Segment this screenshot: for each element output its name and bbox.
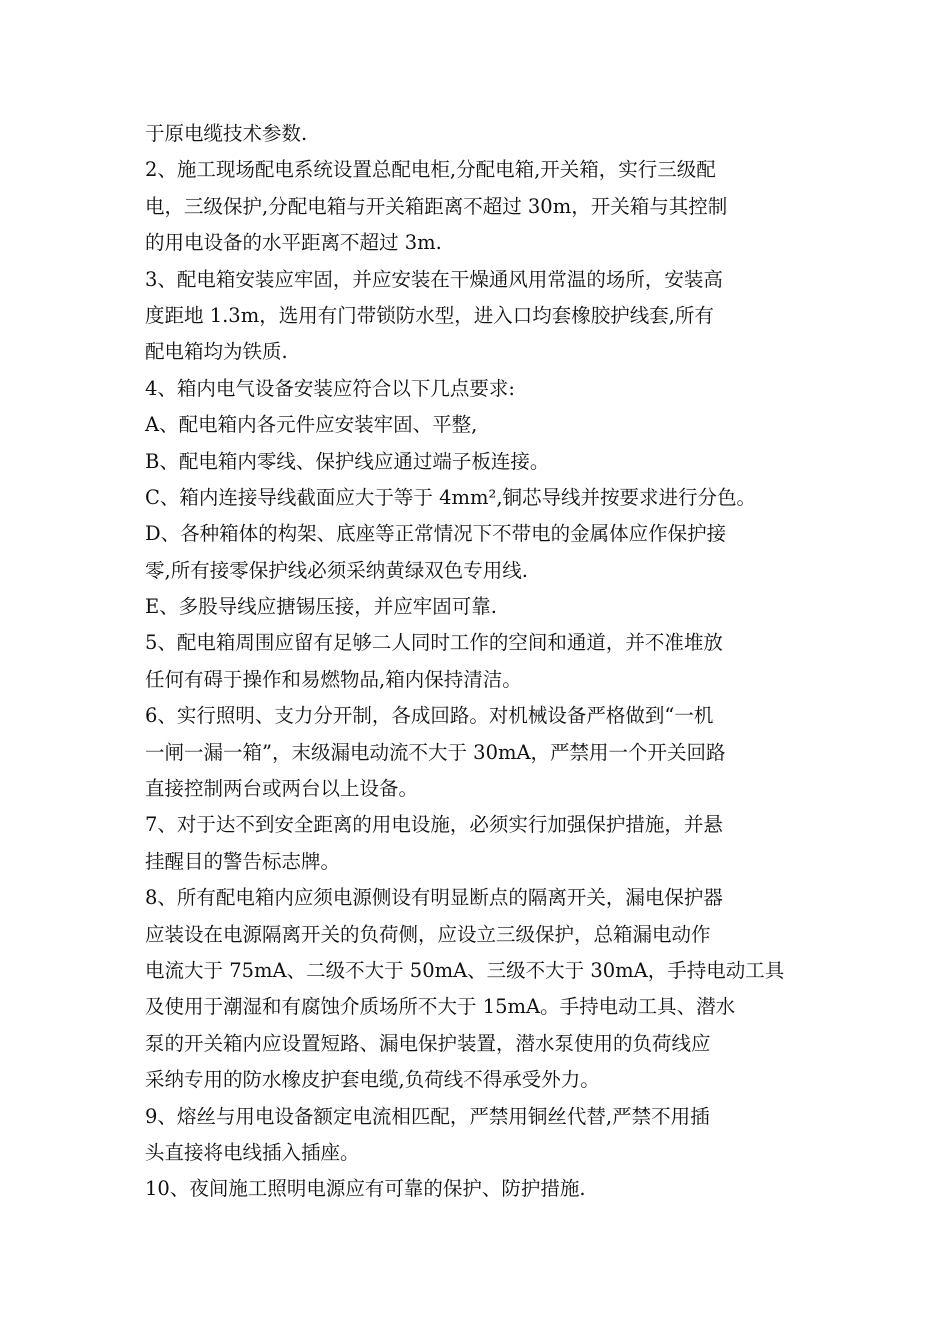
- text-line: 的用电设备的水平距离不超过 3m.: [145, 231, 442, 255]
- text-line: 2、施工现场配电系统设置总配电柜,分配电箱,开关箱，实行三级配: [145, 158, 716, 182]
- text-line: 4、箱内电气设备安装应符合以下几点要求:: [145, 376, 515, 400]
- text-line: 8、所有配电箱内应须电源侧设有明显断点的隔离开关，漏电保护器: [145, 886, 723, 910]
- text-line: B、配电箱内零线、保护线应通过端子板连接。: [145, 449, 550, 473]
- text-line: 10、夜间施工照明电源应有可靠的保护、防护措施.: [145, 1177, 586, 1201]
- text-line: 直接控制两台或两台以上设备。: [145, 777, 419, 801]
- text-line: 3、配电箱安装应牢固，并应安装在干燥通风用常温的场所，安装高: [145, 267, 723, 291]
- text-line: 7、对于达不到安全距离的用电设施，必须实行加强保护措施，并悬: [145, 813, 723, 837]
- text-line: 及使用于潮湿和有腐蚀介质场所不大于 15mA。手持电动工具、潜水: [145, 995, 736, 1019]
- text-line: C、箱内连接导线截面应大于等于 4mm²,铜芯导线并按要求进行分色。: [145, 485, 757, 509]
- text-line: 6、实行照明、支力分开制，各成回路。对机械设备严格做到“一机: [145, 704, 714, 728]
- text-line: 任何有碍于操作和易燃物品,箱内保持清洁。: [145, 667, 522, 691]
- text-line: 泵的开关箱内应设置短路、漏电保护装置，潜水泵使用的负荷线应: [145, 1031, 711, 1055]
- text-line: 采纳专用的防水橡皮护套电缆,负荷线不得承受外力。: [145, 1068, 600, 1092]
- text-line: 应装设在电源隔离开关的负荷侧，应设立三级保护，总箱漏电动作: [145, 922, 711, 946]
- text-line: 9、熔丝与用电设备额定电流相匹配，严禁用铜丝代替,严禁不用插: [145, 1104, 710, 1128]
- text-line: 电，三级保护,分配电箱与开关箱距离不超过 30m，开关箱与其控制: [145, 194, 728, 218]
- text-line: D、各种箱体的构架、底座等正常情况下不带电的金属体应作保护接: [145, 522, 727, 546]
- text-line: 头直接将电线插入插座。: [145, 1140, 360, 1164]
- text-line: 零,所有接零保护线必须采纳黄绿双色专用线.: [145, 558, 528, 582]
- text-line: A、配电箱内各元件应安装牢固、平整,: [145, 413, 478, 437]
- document-body: [145, 116, 815, 1208]
- text-line: 挂醒目的警告标志牌。: [145, 849, 341, 873]
- text-line: 一闸一漏一箱”，末级漏电动流不大于 30mA，严禁用一个开关回路: [145, 740, 726, 764]
- text-line: E、多股导线应搪锡压接，并应牢固可靠.: [145, 595, 497, 619]
- text-line: 5、配电箱周围应留有足够二人同时工作的空间和通道，并不准堆放: [145, 631, 723, 655]
- text-line: 电流大于 75mA、二级不大于 50mA、三级不大于 30mA，手持电动工具: [145, 958, 785, 982]
- text-line: 度距地 1.3m，选用有门带锁防水型，进入口均套橡胶护线套,所有: [145, 303, 714, 327]
- text-line: 配电箱均为铁质.: [145, 340, 288, 364]
- text-line: 于原电缆技术参数.: [145, 122, 308, 145]
